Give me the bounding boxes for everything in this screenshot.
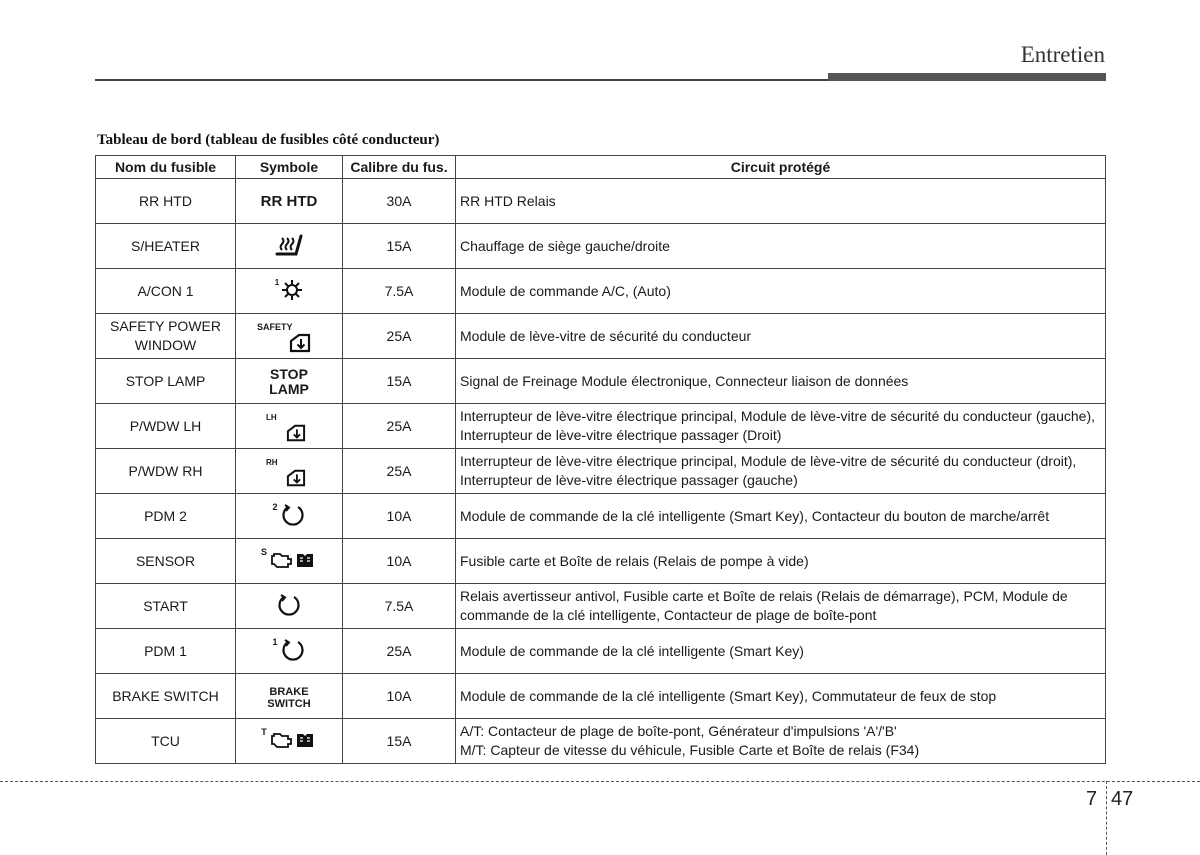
fuse-name: S/HEATER <box>96 224 236 269</box>
chapter-title: Entretien <box>1020 42 1105 67</box>
symbol-label: STOP <box>270 365 308 382</box>
column-header-symbol: Symbole <box>236 156 343 179</box>
fuse-symbol <box>236 629 343 674</box>
symbol-prefix: T <box>261 727 267 737</box>
table-row <box>96 404 1106 449</box>
fuse-circuit <box>456 719 1106 764</box>
fuse-name: SAFETY POWER WINDOW <box>96 314 236 359</box>
table-row <box>96 269 1106 314</box>
fuse-rating: 15A <box>343 719 456 764</box>
power-window-icon <box>286 469 306 490</box>
fuse-symbol <box>236 314 343 359</box>
fuse-name: TCU <box>96 719 236 764</box>
fuse-rating: 25A <box>343 629 456 674</box>
fuse-symbol <box>236 494 343 539</box>
table-row <box>96 539 1106 584</box>
fuse-symbol <box>236 359 343 404</box>
table-row <box>96 674 1106 719</box>
symbol-prefix: 2 <box>272 502 278 512</box>
fuse-symbol <box>236 719 343 764</box>
fuse-symbol <box>236 539 343 584</box>
table-row <box>96 359 1106 404</box>
header-rule-accent <box>828 73 1106 81</box>
circuit-line: M/T: Capteur de vitesse du véhicule, Fusible Carte et Boîte de relais (F34) <box>460 742 920 758</box>
fuse-name: P/WDW RH <box>96 449 236 494</box>
fuse-circuit: Module de commande de la clé intelligente (Smart Key), Commutateur de feux de stop <box>456 674 1106 719</box>
page-number: 47 <box>1111 788 1134 810</box>
fuse-circuit: Interrupteur de lève-vitre électrique principal, Module de lève-vitre de sécurité du conducteur (droit), Interrupteur de lève-vitre électrique passager (gauche) <box>456 449 1106 494</box>
fuse-rating: 10A <box>343 674 456 719</box>
power-button-icon <box>280 503 306 530</box>
table-row <box>96 629 1106 674</box>
table-header-row <box>96 156 1106 179</box>
fuse-name: STOP LAMP <box>96 359 236 404</box>
symbol-prefix: 1 <box>272 637 278 647</box>
fuse-name: RR HTD <box>96 179 236 224</box>
power-button-icon <box>280 638 306 665</box>
fuse-circuit: Interrupteur de lève-vitre électrique principal, Module de lève-vitre de sécurité du conducteur (gauche), Interrupteur de lève-vitre électrique passager (Droit) <box>456 404 1106 449</box>
symbol-label: SWITCH <box>267 698 311 710</box>
fuse-circuit: Signal de Freinage Module électronique, Connecteur liaison de données <box>456 359 1106 404</box>
symbol-label: BRAKE <box>269 686 309 698</box>
table-caption: Tableau de bord (tableau de fusibles côté conducteur) <box>97 132 440 148</box>
fuse-circuit: Module de commande A/C, (Auto) <box>456 269 1106 314</box>
fuse-rating: 10A <box>343 539 456 584</box>
fuse-circuit: RR HTD Relais <box>456 179 1106 224</box>
symbol-prefix: S <box>260 547 267 557</box>
fuse-rating: 10A <box>343 494 456 539</box>
symbol-prefix: 1 <box>274 277 280 287</box>
fuse-rating: 25A <box>343 314 456 359</box>
power-window-icon <box>289 333 311 356</box>
table-row <box>96 179 1106 224</box>
table-row <box>96 314 1106 359</box>
column-header-rating: Calibre du fus. <box>343 156 456 179</box>
fuse-symbol <box>236 224 343 269</box>
fuse-symbol <box>236 584 343 629</box>
fuse-rating: 25A <box>343 404 456 449</box>
fuse-circuit: Module de commande de la clé intelligente (Smart Key), Contacteur du bouton de marche/arrêt <box>456 494 1106 539</box>
fuse-name: SENSOR <box>96 539 236 584</box>
power-window-icon <box>286 424 306 445</box>
fuse-circuit: Fusible carte et Boîte de relais (Relais de pompe à vide) <box>456 539 1106 584</box>
fuse-name: PDM 2 <box>96 494 236 539</box>
table-row <box>96 449 1106 494</box>
footer-divider <box>0 781 1200 782</box>
fuse-circuit: Module de lève-vitre de sécurité du conducteur <box>456 314 1106 359</box>
fuse-name: P/WDW LH <box>96 404 236 449</box>
symbol-prefix: SAFETY <box>257 321 293 332</box>
fuse-name: BRAKE SWITCH <box>96 674 236 719</box>
engine-book-icon <box>269 730 317 753</box>
fuse-symbol <box>236 269 343 314</box>
fuse-symbol <box>236 449 343 494</box>
fuse-symbol <box>236 404 343 449</box>
symbol-prefix: RH <box>266 458 278 467</box>
symbol-label: RR HTD <box>260 193 318 210</box>
circuit-line: A/T: Contacteur de plage de boîte-pont, Générateur d'impulsions 'A'/'B' <box>460 723 897 739</box>
footer-page-divider <box>1106 781 1107 855</box>
table-row <box>96 494 1106 539</box>
fuse-name: START <box>96 584 236 629</box>
fuse-circuit: Module de commande de la clé intelligente (Smart Key) <box>456 629 1106 674</box>
page-chapter: 7 <box>1086 788 1098 810</box>
power-button-icon <box>276 593 302 617</box>
fuse-circuit: Chauffage de siège gauche/droite <box>456 224 1106 269</box>
table-row <box>96 719 1106 764</box>
header-rule <box>95 79 830 81</box>
fuse-rating: 25A <box>343 449 456 494</box>
fuse-rating: 7.5A <box>343 269 456 314</box>
ac-snowflake-icon <box>281 279 303 304</box>
seat-heater-icon <box>274 232 304 258</box>
column-header-circuit: Circuit protégé <box>456 156 1106 179</box>
fuse-rating: 30A <box>343 179 456 224</box>
fuse-name: PDM 1 <box>96 629 236 674</box>
fuse-rating: 15A <box>343 224 456 269</box>
fuse-symbol <box>236 674 343 719</box>
fuse-symbol <box>236 179 343 224</box>
fuse-name: A/CON 1 <box>96 269 236 314</box>
column-header-name: Nom du fusible <box>96 156 236 179</box>
fuse-table <box>95 155 1106 764</box>
fuse-rating: 7.5A <box>343 584 456 629</box>
fuse-rating: 15A <box>343 359 456 404</box>
symbol-label: LAMP <box>269 380 309 397</box>
engine-book-icon <box>269 550 317 573</box>
table-row <box>96 224 1106 269</box>
table-row <box>96 584 1106 629</box>
fuse-circuit: Relais avertisseur antivol, Fusible carte et Boîte de relais (Relais de démarrage), PCM, Module de commande de la clé intelligente, Contacteur de plage de boîte-pont <box>456 584 1106 629</box>
symbol-prefix: LH <box>266 413 277 422</box>
